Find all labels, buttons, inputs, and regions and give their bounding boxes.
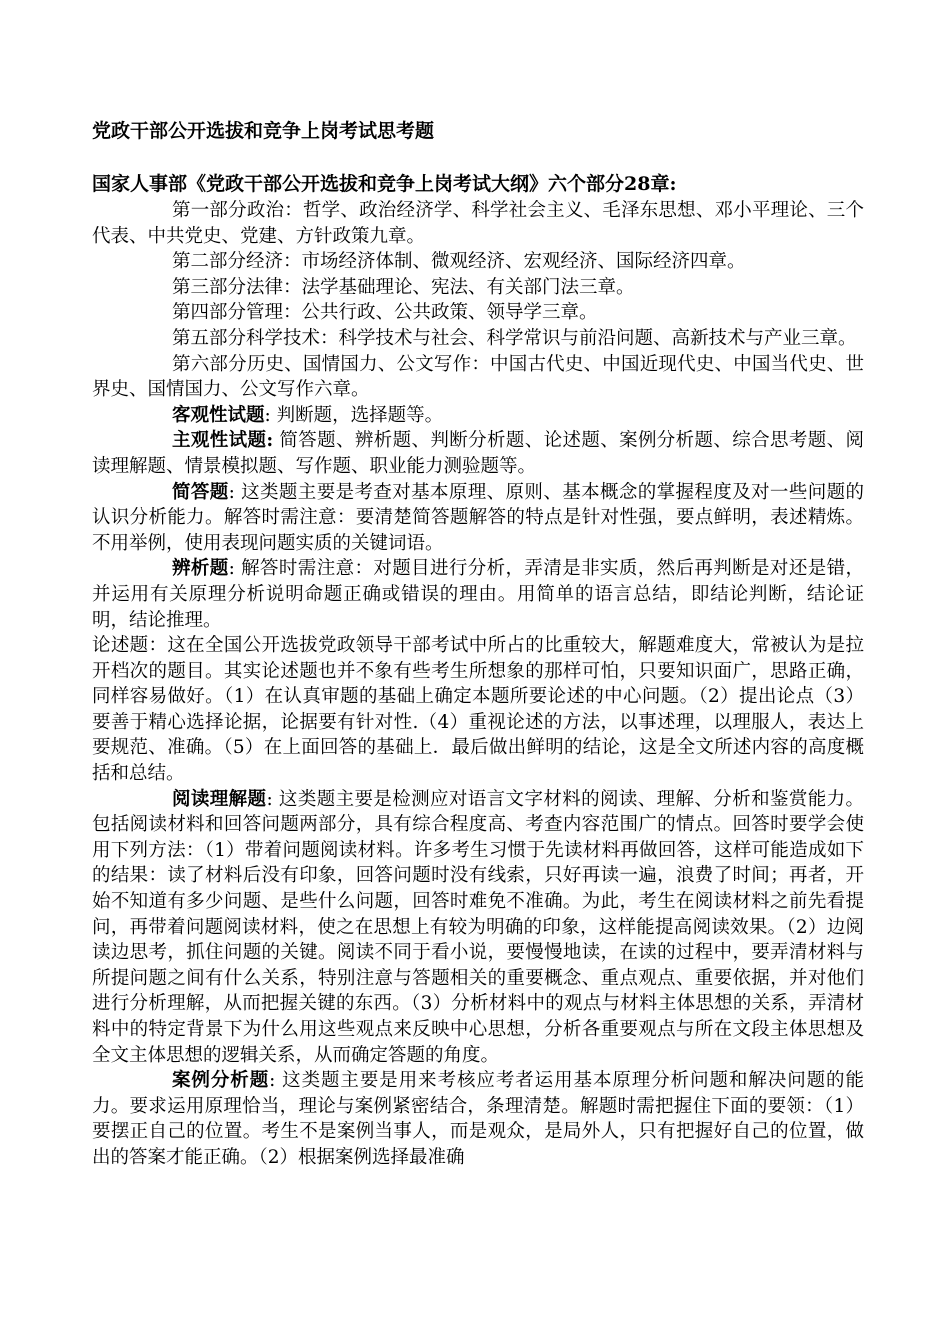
- reading-section: [92, 787, 864, 1069]
- case-text: : 这类题主要是用来考核应考者运用基本原理分析问题和解决问题的能力。要求运用原理恰当，理论与案例紧密结合，条理清楚。解题时需把握住下面的要领：（1）要摆正自己的位置。考生不是案例当事人，而是观众，是局外人，只有把握好自己的位置，做出的答案才能正确。（2）根据案例选择最准确: [92, 1070, 864, 1168]
- subjective-text: 简答题、辨析题、判断分析题、论述题、案例分析题、综合思考题、阅读理解题、情景模拟题、写作题、职业能力测验题等。: [92, 430, 864, 477]
- reading-text: : 这类题主要是检测应对语言文字材料的阅读、理解、分析和鉴赏能力。包括阅读材料和回答问题两部分，具有综合程度高、考查内容范围广的情点。回答时要学会使用下列方法：（1）带着问题阅读材料。许多考生习惯于先读材料再做回答，这样可能造成如下的结果：读了材料后没有印象，回答问题时没有线索，只好再读一遍，浪费了时间；再者，开始不知道有多少问题、是些什么问题，回答时难免不准确。为此，考生在阅读材料之前先看提问，再带着问题阅读材料，使之在思想上有较为明确的印象，这样能提高阅读效果。（2）边阅读边思考，抓住问题的关键。阅读不同于看小说，要慢慢地读，在读的过程中，要弄清材料与所提问题之间有什么关系，特别注意与答题相关的重要概念、重点观点、重要依据，并对他们进行分析理解，从而把握关键的东西。（3）分析材料中的观点与材料主体思想的关系，弄清材料中的特定背景下为什么用这些观点来反映中心思想，分析各重要观点与所在文段主体思想及全文主体思想的逻辑关系，从而确定答题的角度。: [92, 788, 864, 1066]
- part-economy: 第二部分经济：市场经济体制、微观经济、宏观经济、国际经济四章。: [172, 251, 746, 273]
- part-history: 第六部分历史、国情国力、公文写作：中国古代史、中国近现代史、中国当代史、世界史、国情国力、公文写作六章。: [92, 353, 864, 401]
- document-page: [92, 118, 864, 1171]
- case-term: 案例分析题: [172, 1070, 270, 1092]
- document-title: 党政干部公开选拔和竞争上岗考试思考题: [92, 120, 435, 142]
- part-politics: 第一部分政治：哲学、政治经济学、科学社会主义、毛泽东思想、邓小平理论、三个代表、中共党史、党建、方针政策九章。: [92, 200, 864, 247]
- outline-heading: 国家人事部《党政干部公开选拔和竞争上岗考试大纲》六个部分28章:: [92, 173, 677, 195]
- reading-term: 阅读理解题: [172, 788, 267, 810]
- discrimination-term: 辨析题: [172, 558, 229, 580]
- objective-questions: [92, 403, 864, 429]
- discrimination-text: : 解答时需注意：对题目进行分析，弄清是非实质，然后再判断是对还是错，并运用有关原理分析说明命题正确或错误的理由。用简单的语言总结，即结论判断，结论证明，结论推理。: [92, 558, 864, 631]
- essay-section: 论述题：这在全国公开选拔党政领导干部考试中所占的比重较大，解题难度大，常被认为是拉开档次的题目。其实论述题也并不象有些考生所想象的那样可怕，只要知识面广，思路正确，同样容易做好。（1）在认真审题的基础上确定本题所要论述的中心问题。（2）提出论点（3）要善于精心选择论据，论据要有针对性.（4）重视论述的方法，以事述理，以理服人，表达上要规范、准确。（5）在上面回答的基础上．最后做出鲜明的结论，这是全文所述内容的高度概括和总结。: [92, 635, 864, 785]
- short-answer-section: [92, 480, 864, 557]
- part-law: 第三部分法律：法学基础理论、宪法、有关部门法三章。: [172, 276, 635, 298]
- part-science: 第五部分科学技术：科学技术与社会、科学常识与前沿问题、高新技术与产业三章。: [172, 327, 857, 349]
- subjective-term: 主观性试题:: [172, 430, 274, 452]
- short-answer-term: 简答题: [172, 481, 229, 503]
- case-section: [92, 1068, 864, 1170]
- discrimination-section: [92, 556, 864, 633]
- objective-text: : 判断题，选择题等。: [264, 404, 444, 426]
- subjective-questions: [92, 428, 864, 479]
- part-management: 第四部分管理：公共行政、公共政策、领导学三章。: [172, 302, 598, 324]
- short-answer-text: : 这类题主要是考查对基本原理、原则、基本概念的掌握程度及对一些问题的认识分析能力。解答时需注意：要清楚简答题解答的特点是针对性强，要点鲜明，表述精炼。不用举例，使用表现问题实质的关键词语。: [92, 481, 864, 554]
- objective-term: 客观性试题: [172, 404, 265, 426]
